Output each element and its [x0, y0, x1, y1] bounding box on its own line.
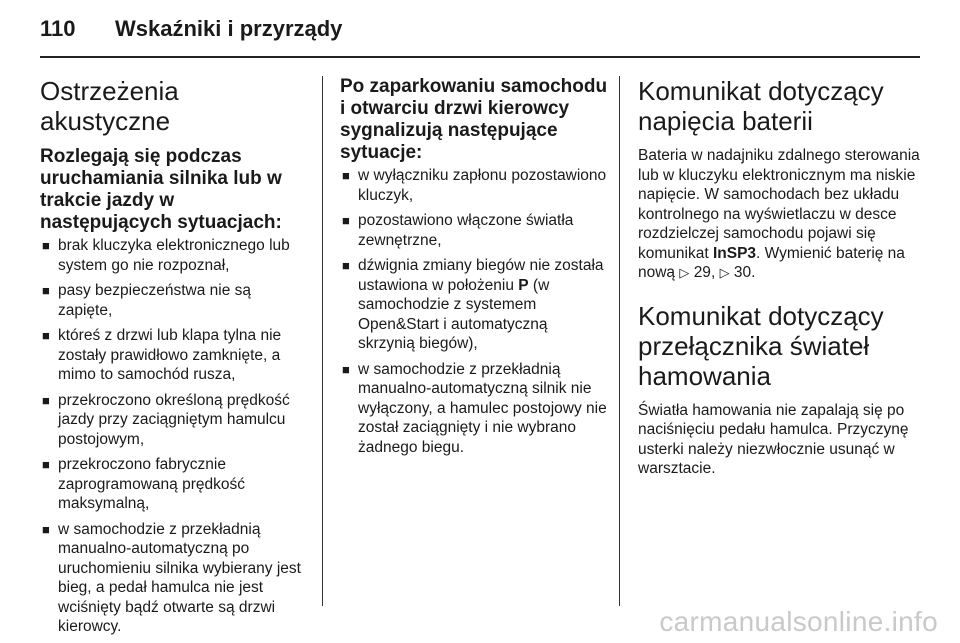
list-item: ■ brak kluczyka elektronicznego lub system go nie rozpoznał, — [42, 237, 290, 274]
message-code: InSP3 — [712, 244, 757, 262]
column-parking-warnings — [340, 76, 608, 463]
bullet-icon: ■ — [342, 213, 350, 228]
gear-position-p: P — [518, 276, 529, 294]
page-ref-link[interactable]: 30 — [733, 264, 752, 281]
battery-message-text: Bateria w nadajniku zdalnego sterowania lub w kluczyku elektronicznym ma niskie napięcie. W samochodach bez układu kontrolnego na wyświetlaczu w desce rozdzielczej samochodu pojawi się komunikat InSP3. Wymienić baterię na nową ▷ 29, ▷ 30. — [638, 147, 920, 281]
list-item: ■ przekroczono fabrycznie zaprogramowaną prędkość maksymalną, — [42, 456, 245, 512]
driving-warnings-list — [40, 236, 308, 637]
section-title-acoustic: Ostrzeżenia akustyczne — [40, 76, 179, 136]
column-messages — [638, 76, 924, 479]
chapter-title: Wskaźniki i przyrządy — [115, 16, 343, 41]
bullet-icon: ■ — [42, 328, 50, 343]
list-item: ■ w samochodzie z przekładnią manualno-automatyczną silnik nie wyłączony, a hamulec postojowy nie został zaciągnięty i nie wybrano żadnego biegu. — [342, 360, 607, 456]
bullet-icon: ■ — [42, 392, 50, 408]
section-title-brake-switch: Komunikat dotyczący przełącznika świateł hamowania — [638, 300, 884, 391]
bullet-icon: ■ — [342, 258, 350, 273]
bullet-icon: ■ — [342, 361, 350, 377]
list-item: ■ w samochodzie z przekładnią manualno-automatyczną po uruchomieniu silnika wybierany jest bieg, a pedał hamulca nie jest wciśnięty bądź otwarte są drzwi kierowcy. — [42, 520, 301, 635]
column-acoustic-warnings — [40, 76, 308, 643]
bullet-icon: ■ — [42, 283, 50, 298]
section-title-battery: Komunikat dotyczący napięcia baterii — [638, 76, 884, 136]
page-ref-link[interactable]: 29 — [693, 264, 711, 281]
list-item: ■ przekroczono określoną prędkość jazdy przy zaciągniętym hamulcu postojowym, — [42, 391, 290, 448]
bullet-icon: ■ — [342, 168, 350, 183]
column-divider-2 — [619, 76, 620, 606]
list-item: ■ dźwignia zmiany biegów nie została ustawiona w położeniu P (w samochodzie z systemem Open&Start i automatyczną skrzynią biegów), — [342, 257, 604, 352]
page-header — [40, 16, 920, 46]
bullet-icon: ■ — [42, 238, 50, 253]
bullet-icon: ■ — [42, 457, 50, 472]
bullet-icon: ■ — [42, 521, 50, 537]
parking-warnings-list — [340, 166, 608, 457]
page-ref-arrow-icon: ▷ — [679, 265, 690, 280]
list-item: ■ w wyłączniku zapłonu pozostawiono kluczyk, — [342, 167, 607, 204]
page-ref-arrow-icon: ▷ — [719, 265, 730, 280]
header-divider — [40, 56, 920, 58]
list-item: ■ pasy bezpieczeństwa nie są zapięte, — [42, 282, 252, 319]
list-item: ■ pozostawiono włączone światła zewnętrzne, — [342, 212, 574, 249]
subsection-title-parking: Po zaparkowaniu samochodu i otwarciu drzwi kierowcy sygnalizują następujące sytuacje: — [340, 76, 608, 163]
column-divider-1 — [322, 76, 323, 606]
list-item: ■ któreś z drzwi lub klapa tylna nie zostały prawidłowo zamknięte, a mimo to samochód rusza, — [42, 327, 282, 383]
subsection-title-driving: Rozlegają się podczas uruchamiania silnika lub w trakcie jazdy w następujących sytuacjach: — [40, 146, 282, 233]
page-number: 110 — [40, 16, 76, 41]
brake-message-text: Światła hamowania nie zapalają się po naciśnięciu pedału hamulca. Przyczynę usterki należy niezwłocznie usunąć w warsztacie. — [638, 401, 909, 477]
watermark: carmanualsonline.info — [659, 606, 938, 637]
